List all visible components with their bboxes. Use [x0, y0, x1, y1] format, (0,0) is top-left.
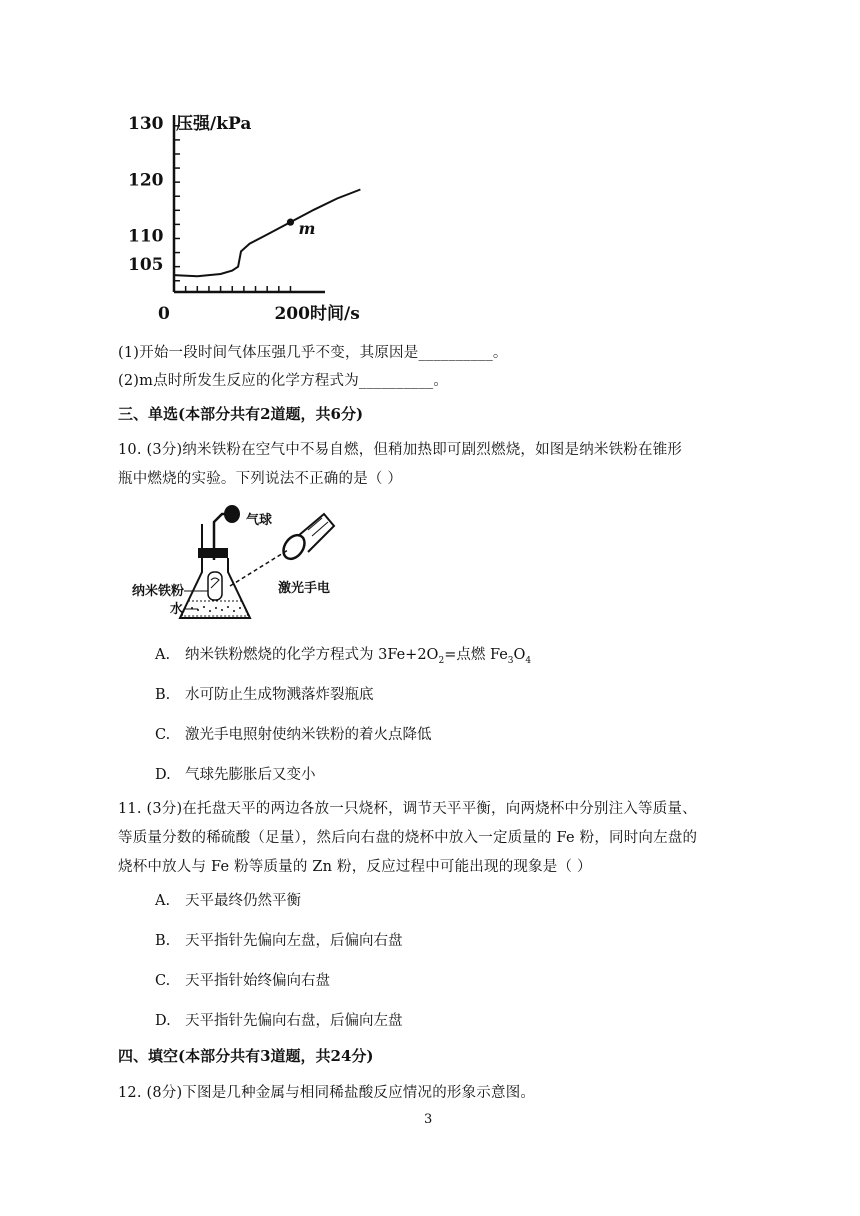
- q10-stem-line2: 瓶中燃烧的实验。下列说法不正确的是（ ）: [118, 471, 403, 487]
- option-a-text-mid: =点燃 Fe: [444, 647, 508, 663]
- x-axis-label: 时间/s: [310, 304, 360, 324]
- option-text: 激光手电照射使纳米铁粉的着火点降低: [185, 727, 432, 743]
- y-tick-label: 110: [128, 226, 164, 247]
- q10-option-b[interactable]: [155, 683, 374, 704]
- q11-option-b[interactable]: [155, 929, 403, 950]
- section4-title: 四、填空(本部分共有3道题，共24分): [118, 1047, 374, 1065]
- label-iron-powder: 纳米铁粉: [132, 584, 185, 599]
- pressure-series-line: [174, 190, 360, 277]
- q11-option-a[interactable]: [155, 889, 301, 910]
- q11-option-c[interactable]: [155, 969, 330, 990]
- laser-flashlight-icon: [279, 514, 334, 563]
- y-axis-label: 压强/kPa: [176, 114, 252, 134]
- option-text: 水可防止生成物溅落炸裂瓶底: [185, 687, 374, 703]
- label-balloon: 气球: [246, 513, 273, 528]
- section3-title: 三、单选(本部分共有2道题，共6分): [118, 405, 364, 423]
- label-laser-flashlight: 激光手电: [278, 581, 331, 596]
- marked-point-m: [287, 219, 294, 226]
- option-a-text-mid2: O: [513, 647, 526, 663]
- subscript: 3: [507, 655, 514, 666]
- iron-powder-apparatus-figure: [128, 500, 348, 625]
- label-water: 水: [170, 602, 184, 617]
- option-letter: D.: [155, 1013, 171, 1029]
- option-text: 天平指针先偏向右盘，后偏向左盘: [185, 1013, 403, 1029]
- option-text: 天平指针先偏向左盘，后偏向右盘: [185, 933, 403, 949]
- option-text: 天平指针始终偏向右盘: [185, 973, 330, 989]
- y-tick-label: 120: [128, 170, 164, 191]
- subscript: 4: [525, 655, 532, 666]
- balloon-icon: [224, 505, 240, 523]
- option-letter: D.: [155, 767, 171, 783]
- option-text: 天平最终仍然平衡: [185, 893, 301, 909]
- marked-point-label: m: [298, 219, 316, 239]
- q11-stem-line2: 等质量分数的稀硫酸（足量），然后向右盘的烧杯中放入一定质量的 Fe 粉，同时向左盘的: [118, 830, 698, 846]
- q10-stem-line1: 10. (3分)纳米铁粉在空气中不易自燃，但稍加热即可剧烈燃烧，如图是纳米铁粉在锥形: [118, 442, 683, 458]
- chart-ticks: [174, 126, 290, 292]
- subscript: 2: [438, 655, 445, 666]
- y-tick-label: 105: [128, 254, 164, 275]
- q10-option-a[interactable]: [155, 643, 531, 666]
- option-letter: B.: [155, 687, 171, 703]
- q10-option-d[interactable]: [155, 763, 316, 784]
- q9-sub2: (2)m点时所发生反应的化学方程式为__________。: [118, 373, 449, 389]
- chart-axes: [174, 115, 325, 292]
- option-letter: A.: [155, 647, 171, 663]
- q9-sub1: (1)开始一段时间气体压强几乎不变，其原因是__________。: [118, 345, 508, 361]
- y-tick-label: 130: [128, 114, 164, 134]
- stopper-icon: [198, 548, 228, 558]
- pressure-time-chart: [120, 105, 380, 330]
- x-tick-label: 0: [158, 304, 170, 324]
- q11-option-d[interactable]: [155, 1009, 403, 1030]
- option-letter: C.: [155, 973, 171, 989]
- option-letter: C.: [155, 727, 171, 743]
- q11-stem-line3: 烧杯中放人与 Fe 粉等质量的 Zn 粉，反应过程中可能出现的现象是（ ）: [118, 859, 592, 875]
- option-letter: A.: [155, 893, 171, 909]
- option-a-text: 纳米铁粉燃烧的化学方程式为 3Fe+2O: [185, 647, 439, 663]
- q11-stem-line1: 11. (3分)在托盘天平的两边各放一只烧杯，调节天平平衡，向两烧杯中分别注入等质量、: [118, 801, 697, 817]
- option-text: 气球先膨胀后又变小: [185, 767, 316, 783]
- x-tick-label: 200: [274, 304, 310, 324]
- q10-option-c[interactable]: [155, 723, 432, 744]
- q12-stem-line1: 12. (8分)下图是几种金属与相同稀盐酸反应情况的形象示意图。: [118, 1085, 536, 1101]
- option-letter: B.: [155, 933, 171, 949]
- page-number: 3: [424, 1112, 433, 1127]
